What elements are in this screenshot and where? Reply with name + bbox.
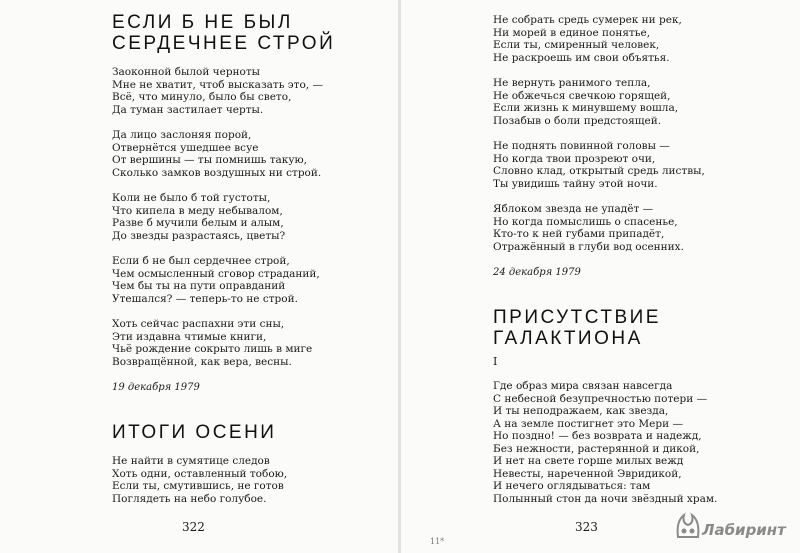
verse-line: И нечего оглядываться: там	[493, 480, 651, 492]
verse-line: И ты неподражаем, как звезда,	[493, 405, 669, 417]
verse-line: Без нежности, растерянной и дикой,	[493, 442, 700, 455]
verse-line: Если ты, смиренный человек,	[493, 39, 660, 51]
stanza	[112, 255, 392, 305]
verse-line: Но когда помыслишь о спасенье,	[493, 215, 678, 228]
verse-line: Не вернуть ранимого тепла,	[493, 77, 651, 89]
poem-date: 24 декабря 1979	[493, 267, 581, 278]
verse-line: Отражённый в глуби вод осенних.	[493, 240, 684, 253]
stanza	[493, 140, 793, 190]
verse-line: Отвернётся ушедшее всуе	[112, 141, 259, 154]
verse-line: Позабыв о боли предстоящей.	[493, 114, 662, 127]
verse-line: Но когда твои прозреют очи,	[493, 152, 656, 165]
verse-line: Но поздно! — без возврата и надежд,	[493, 430, 702, 442]
verse-line: Чем бы ты на пути оправданий	[112, 280, 286, 292]
stanza	[112, 129, 392, 179]
verse-line: Всё, что минуло, было бы свето,	[112, 91, 292, 103]
signature-mark: 11*	[430, 537, 445, 546]
verse-line: Полынный стон да ночи звёздный храм.	[493, 492, 718, 505]
section-numeral: I	[493, 355, 498, 368]
right-column	[493, 14, 793, 505]
verse-line: Яблоком звезда не упадёт —	[493, 203, 654, 215]
verse-line: От вершины — ты помнишь такую,	[112, 154, 307, 166]
verse-line: Ты увидишь тайну этой ночи.	[493, 177, 658, 190]
title-line: ГАЛАКТИОНА	[493, 328, 643, 349]
stanza	[112, 455, 392, 505]
verse-line: А на земле постигнет это Мери —	[493, 417, 683, 430]
verse-line: Коли не было б той густоты,	[112, 192, 271, 204]
verse-line: Невесты, нареченной Эвридикой,	[493, 467, 682, 480]
verse-line: И нет на свете горше милых вежд	[493, 455, 684, 467]
verse-line: Кто-то к ней губами припадёт,	[493, 228, 665, 240]
verse-line: Хоть одни, оставленный тобою,	[112, 467, 288, 480]
verse-line: Хоть сейчас распахни эти сны,	[112, 318, 285, 330]
verse-line: Если жизнь к минувшему вошла,	[493, 102, 679, 114]
verse-line: Эти издавна чтимые книги,	[112, 330, 267, 343]
verse-line: Сколько замков воздушных ни строй.	[112, 166, 322, 179]
verse-line: Да лицо заслоняя порой,	[112, 129, 252, 141]
title-line: ПРИСУТСТВИЕ	[493, 307, 661, 328]
left-page	[0, 0, 398, 553]
right-page	[401, 0, 800, 553]
stanza	[493, 14, 793, 64]
verse-line: Что кипела в меду небывалом,	[112, 204, 283, 217]
verse-line: Утешался? — теперь-то не строй.	[112, 292, 298, 305]
verse-line: Поглядеть на небо голубое.	[112, 492, 267, 505]
verse-line: Заоконной былой черноты	[112, 66, 261, 78]
poem-title-esli-b	[112, 12, 392, 54]
page-number: 322	[182, 520, 205, 534]
verse-line: До звезды разрастаясь, цветы?	[112, 229, 286, 242]
poem-title-prisutstvie	[493, 307, 793, 349]
stanza	[112, 318, 392, 368]
poem-title-itogi-oseni	[112, 422, 392, 443]
stanza	[493, 203, 793, 253]
verse-line: Словно клад, открытый средь листвы,	[493, 165, 705, 177]
verse-line: Чем осмысленный сговор страданий,	[112, 267, 320, 280]
stanza	[493, 380, 793, 505]
poem-date: 19 декабря 1979	[112, 382, 200, 393]
verse-line: Да туман застилает черты.	[112, 103, 264, 116]
verse-line: Не собрать средь сумерек ни рек,	[493, 14, 682, 26]
verse-line: Не раскроешь им свои объятья.	[493, 51, 670, 64]
minotaur-logo-icon	[678, 515, 699, 537]
verse-line: Ни морей в единое понятье,	[493, 26, 651, 39]
verse-line: Не найти в сумятице следов	[112, 455, 270, 467]
verse-line: Не поднять повинной головы —	[493, 140, 670, 152]
verse-line: Возвращённой, как вера, весны.	[112, 355, 292, 368]
verse-line: Не обжечься свечкою горящей,	[493, 89, 671, 102]
stanza	[112, 192, 392, 242]
verse-line: Чьё рождение сокрыто лишь в миге	[112, 343, 313, 355]
verse-line: Мне не хватит, чтоб высказать это, —	[112, 78, 323, 91]
verse-line: С небесной безупречностью потери —	[493, 392, 708, 405]
labirint-watermark	[672, 507, 794, 547]
page-number: 323	[575, 520, 598, 534]
title-line: ЕСЛИ Б НЕ БЫЛ	[112, 12, 293, 33]
watermark-text: Лабиринт	[702, 521, 786, 539]
verse-line: Где образ мира связан навсегда	[493, 380, 673, 392]
stanza	[493, 77, 793, 127]
verse-line: Если б не был сердечнее строй,	[112, 255, 290, 267]
title-line: ИТОГИ ОСЕНИ	[112, 422, 277, 443]
left-column	[112, 6, 392, 505]
stanza	[112, 66, 392, 116]
verse-line: Если ты, смутившись, не готов	[112, 480, 284, 492]
verse-line: Разве б мучили белым и алым,	[112, 217, 284, 229]
title-line: СЕРДЕЧНЕЕ СТРОЙ	[112, 33, 336, 54]
